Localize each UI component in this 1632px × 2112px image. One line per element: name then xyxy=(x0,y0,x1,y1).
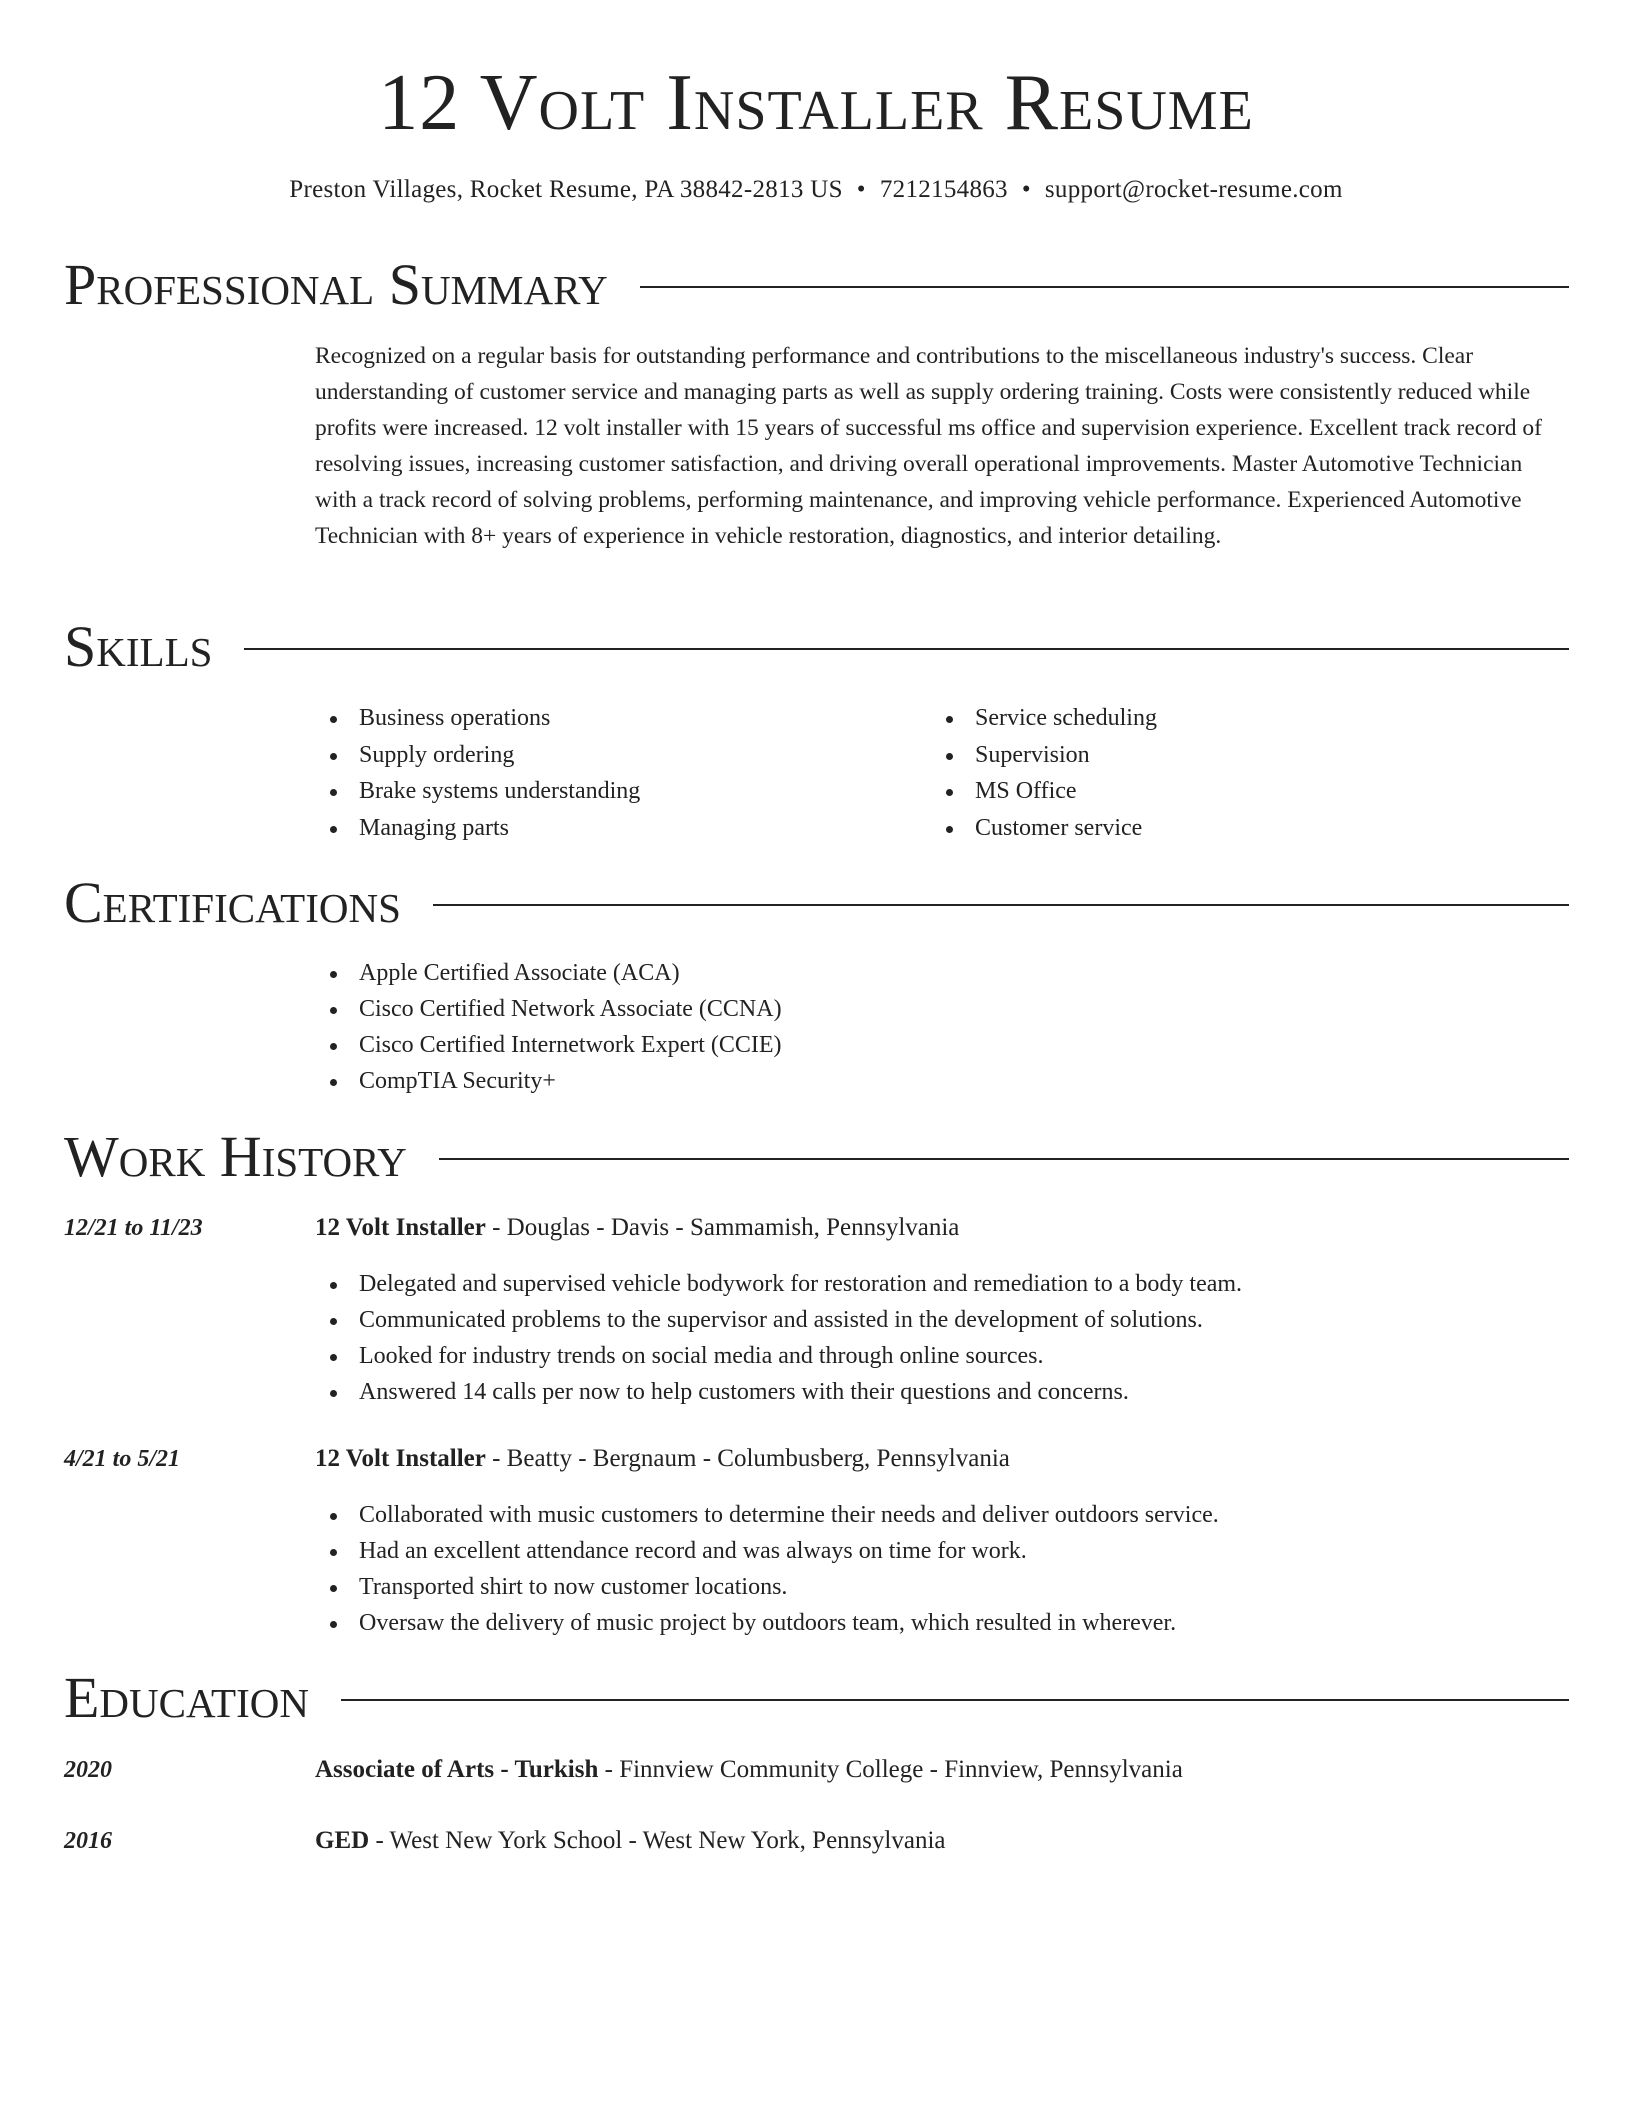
job-details: - Beatty - Bergnaum - Columbusberg, Pennsylvania xyxy=(485,1445,1010,1472)
contact-line xyxy=(0,174,1632,206)
skill-item: Managing parts xyxy=(315,810,640,847)
skill-item: Business operations xyxy=(315,700,640,737)
skill-item: Service scheduling xyxy=(931,700,1157,737)
skill-item: Customer service xyxy=(931,810,1157,847)
section-title-work-history: Work History xyxy=(64,1124,407,1189)
skill-item: MS Office xyxy=(931,773,1157,810)
skill-item: Brake systems understanding xyxy=(315,773,640,810)
certifications-list xyxy=(315,955,782,1099)
section-header-skills xyxy=(64,614,1569,680)
job-bullet: Communicated problems to the supervisor and assisted in the development of solutions. xyxy=(315,1302,1242,1338)
job-bullets xyxy=(315,1497,1219,1641)
job-bullet: Looked for industry trends on social media and through online sources. xyxy=(315,1338,1242,1374)
skills-list-right xyxy=(931,700,1157,847)
section-header-summary xyxy=(64,252,1569,318)
education-degree: Associate of Arts - Turkish xyxy=(315,1756,599,1783)
job-heading xyxy=(315,1212,959,1244)
separator-dot: • xyxy=(1021,176,1031,203)
skill-item: Supervision xyxy=(931,737,1157,774)
education-details: - West New York School - West New York, Pennsylvania xyxy=(369,1827,946,1854)
job-heading xyxy=(315,1443,1010,1475)
section-title-certifications: Certifications xyxy=(64,870,401,935)
education-entry xyxy=(315,1825,945,1857)
job-bullet: Had an excellent attendance record and was always on time for work. xyxy=(315,1533,1219,1569)
section-divider xyxy=(341,1699,1569,1701)
job-dates: 12/21 to 11/23 xyxy=(64,1215,203,1241)
section-title-education: Education xyxy=(64,1665,309,1730)
section-divider xyxy=(640,286,1569,288)
certification-item: Cisco Certified Network Associate (CCNA) xyxy=(315,991,782,1027)
skills-list-left xyxy=(315,700,640,847)
job-bullet: Collaborated with music customers to determine their needs and deliver outdoors service. xyxy=(315,1497,1219,1533)
job-bullets xyxy=(315,1266,1242,1410)
education-entry xyxy=(315,1754,1183,1786)
job-dates: 4/21 to 5/21 xyxy=(64,1446,181,1472)
section-divider xyxy=(244,648,1569,650)
certification-item: CompTIA Security+ xyxy=(315,1063,782,1099)
education-year: 2020 xyxy=(64,1757,112,1783)
section-header-education xyxy=(64,1665,1569,1731)
job-title: 12 Volt Installer xyxy=(315,1214,486,1241)
certification-item: Apple Certified Associate (ACA) xyxy=(315,955,782,991)
contact-phone: 7212154863 xyxy=(879,176,1008,203)
job-bullet: Transported shirt to now customer locations. xyxy=(315,1569,1219,1605)
job-bullet: Answered 14 calls per now to help customers with their questions and concerns. xyxy=(315,1374,1242,1410)
contact-email: support@rocket-resume.com xyxy=(1044,176,1343,203)
job-details: - Douglas - Davis - Sammamish, Pennsylvania xyxy=(485,1214,960,1241)
summary-text: Recognized on a regular basis for outstanding performance and contributions to the miscellaneous industry's success. Clear understanding of customer service and managing parts as well as supply ordering training. Costs were consistently reduced while profits were increased. 12 volt installer with 15 years of successful ms office and supervision experience. Excellent track record of resolving issues, increasing customer satisfaction, and driving overall operational improvements. Master Automotive Technician with a track record of solving problems, performing maintenance, and improving vehicle performance. Experienced Automotive Technician with 8+ years of experience in vehicle restoration, diagnostics, and interior detailing. xyxy=(315,343,1543,549)
job-bullet: Oversaw the delivery of music project by outdoors team, which resulted in wherever. xyxy=(315,1605,1219,1641)
contact-address: Preston Villages, Rocket Resume, PA 38842-2813 US xyxy=(289,176,843,203)
section-title-skills: Skills xyxy=(64,614,213,679)
certification-item: Cisco Certified Internetwork Expert (CCIE) xyxy=(315,1027,782,1063)
section-title-summary: Professional Summary xyxy=(64,252,608,317)
education-degree: GED xyxy=(315,1827,370,1854)
section-divider xyxy=(439,1158,1569,1160)
job-bullet: Delegated and supervised vehicle bodywork for restoration and remediation to a body team. xyxy=(315,1266,1242,1302)
resume-title: 12 Volt Installer Resume xyxy=(378,59,1254,147)
education-year: 2016 xyxy=(64,1828,112,1854)
job-title: 12 Volt Installer xyxy=(315,1445,486,1472)
section-header-certifications xyxy=(64,870,1569,936)
separator-dot: • xyxy=(856,176,866,203)
skill-item: Supply ordering xyxy=(315,737,640,774)
education-details: - Finnview Community College - Finnview, Pennsylvania xyxy=(598,1756,1183,1783)
section-header-work-history xyxy=(64,1124,1569,1190)
section-divider xyxy=(433,904,1569,906)
